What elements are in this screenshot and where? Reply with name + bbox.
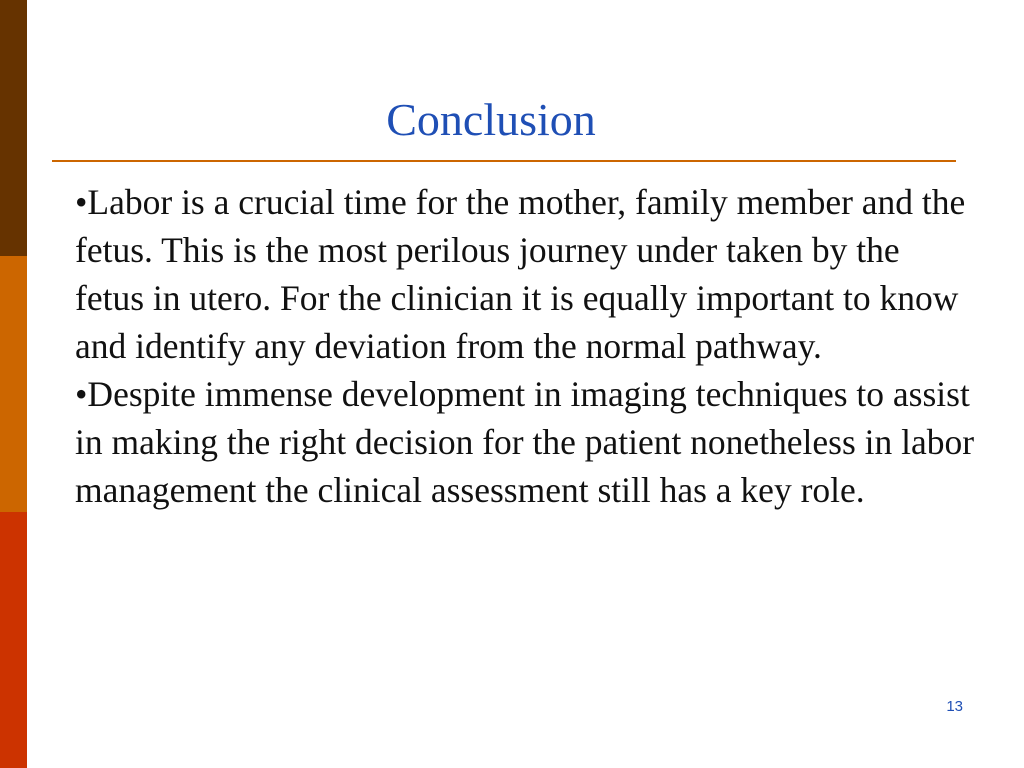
side-accent-bar-middle [0, 256, 27, 512]
bullet-paragraph: •Labor is a crucial time for the mother, family member and the fetus. This is the most perilous journey under taken by the fetus in utero. For the clinician it is equally important to know and identify any deviation from the normal pathway. [75, 182, 966, 366]
title-divider [52, 160, 956, 162]
side-accent-bar-bottom [0, 512, 27, 768]
slide-body [75, 178, 975, 514]
slide-title-text: Conclusion [386, 94, 596, 145]
bullet-paragraph: •Despite immense development in imaging techniques to assist in making the right decision for the patient nonetheless in labor management the clinical assessment still has a key role. [75, 374, 975, 510]
side-accent-bar-top [0, 0, 27, 256]
slide-title [52, 90, 956, 150]
page-number: 13 [946, 698, 963, 715]
